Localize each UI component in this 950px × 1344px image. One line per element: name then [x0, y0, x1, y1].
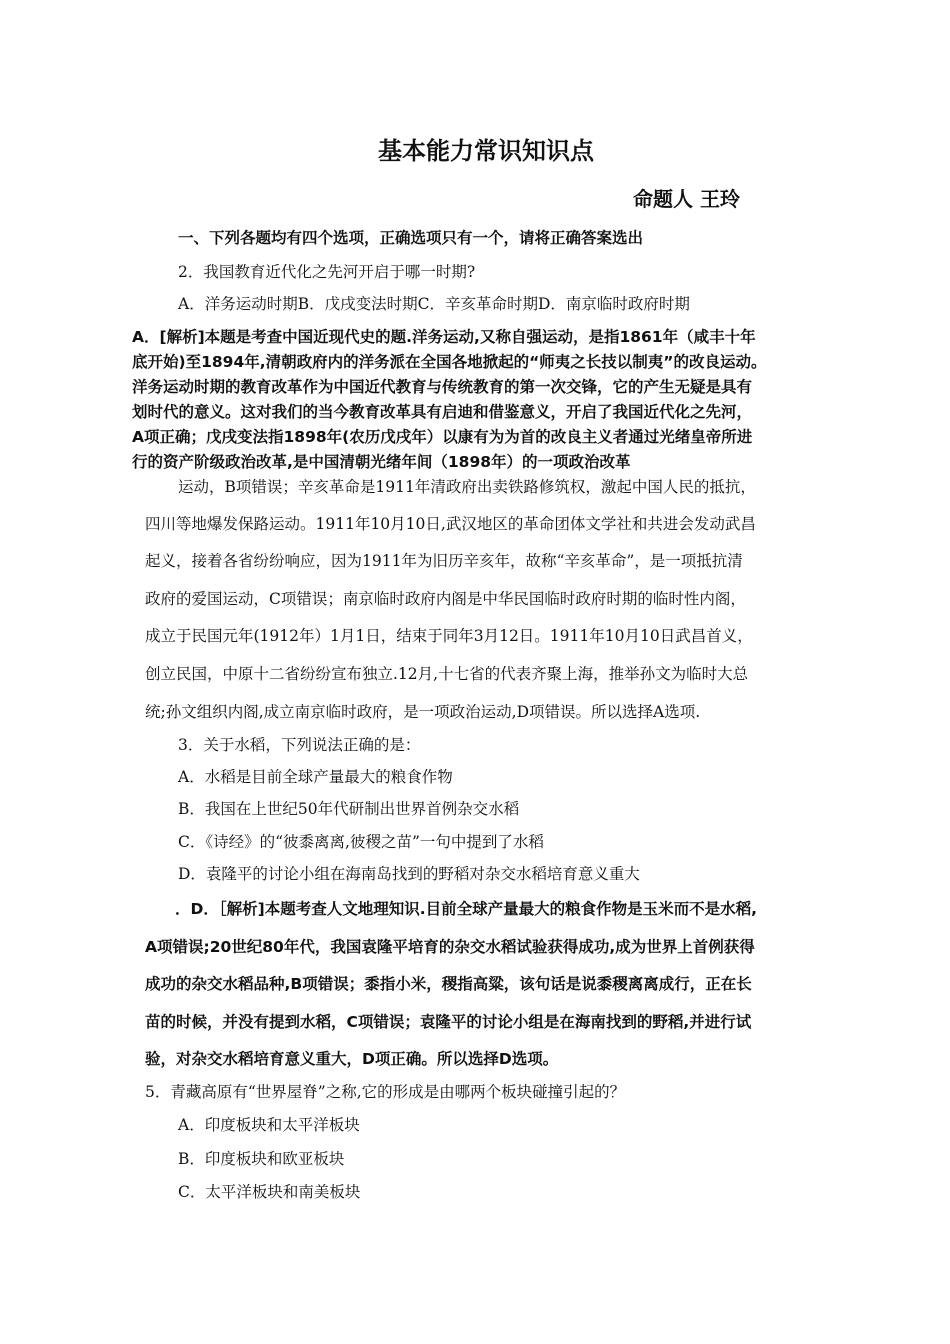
q5-option: C．太平洋板块和南美板块	[178, 1183, 361, 1201]
q2-analysis-line: 行的资产阶级政治改革,是中国清朝光绪年间（1898年）的一项政治改革	[132, 453, 631, 471]
q3-option: B．我国在上世纪50年代研制出世界首例杂交水稻	[178, 800, 520, 818]
q5-option: B．印度板块和欧亚板块	[178, 1150, 345, 1168]
q3-option: A．水稻是目前全球产量最大的粮食作物	[178, 768, 453, 786]
q5-question: 5．青藏高原有“世界屋脊”之称,它的形成是由哪两个板块碰撞引起的？	[145, 1083, 626, 1101]
q3-analysis-line: ．D．［解析]本题考查人文地理知识.目前全球产量最大的粮食作物是玉米而不是水稻,	[175, 900, 757, 918]
q2-analysis-cont: 统;孙文组织内阁,成立南京临时政府，是一项政治运动,D项错误。所以选择A选项.	[145, 703, 701, 721]
q2-analysis-line: A项正确；戊戌变法指1898年(农历戊戌年）以康有为为首的改良主义者通过光绪皇帝所进	[132, 428, 753, 446]
author-line: 命题人 王玲	[633, 187, 740, 211]
q2-analysis-line: 划时代的意义。这对我们的当今教育改革具有启迪和借鉴意义，开启了我国近代化之先河，	[132, 403, 753, 421]
section-heading: 一、下列各题均有四个选项，正确选项只有一个，请将正确答案选出	[178, 229, 644, 247]
q2-analysis-line: 洋务运动时期的教育改革作为中国近代教育与传统教育的第一次交锋，它的产生无疑是具有	[132, 378, 753, 396]
q3-analysis-line: 苗的时候，并没有提到水稻，C项错误；袁隆平的讨论小组是在海南找到的野稻,并进行试	[145, 1013, 752, 1031]
q2-analysis-cont: 起义，接着各省纷纷响应，因为1911年为旧历辛亥年，故称“辛亥革命”，是一项抵抗清	[145, 552, 743, 570]
q2-question: 2．我国教育近代化之先河开启于哪一时期?	[178, 263, 476, 281]
q5-option: A．印度板块和太平洋板块	[178, 1116, 360, 1134]
q3-option: D．袁隆平的讨论小组在海南岛找到的野稻对杂交水稻培育意义重大	[178, 865, 640, 883]
q3-analysis-line: 成功的杂交水稻品种,B项错误；黍指小米，稷指高粱，该句话是说黍稷离离成行，正在长	[145, 975, 752, 993]
q3-analysis-line: 验，对杂交水稻培育意义重大，D项正确。所以选择D选项。	[145, 1050, 559, 1068]
q2-analysis-cont: 四川等地爆发保路运动。1911年10月10日,武汉地区的革命团体文学社和共进会发动武昌	[145, 515, 756, 533]
q3-option: C．《诗经》的“彼黍离离,彼稷之苗”一句中提到了水稻	[178, 833, 544, 851]
q2-analysis-cont: 成立于民国元年(1912年）1月1日，结束于同年3月12日。1911年10月10日武昌首义，	[145, 627, 753, 645]
q3-question: 3．关于水稻，下列说法正确的是：	[178, 736, 421, 754]
q2-analysis-cont: 运动，B项错误；辛亥革命是1911年清政府出卖铁路修筑权，激起中国人民的抵抗，	[178, 478, 756, 496]
q2-analysis-cont: 创立民国，中原十二省纷纷宣布独立.12月,十七省的代表齐聚上海，推举孙文为临时大总	[145, 665, 749, 683]
q3-analysis-line: A项错误;20世纪80年代，我国袁隆平培育的杂交水稻试验获得成功,成为世界上首例获得	[145, 938, 755, 956]
q2-options: A．洋务运动时期B．戊戌变法时期C．辛亥革命时期D．南京临时政府时期	[178, 295, 690, 313]
q2-analysis-cont: 政府的爱国运动，C项错误；南京临时政府内阁是中华民国临时政府时期的临时性内阁，	[145, 590, 746, 608]
page-title: 基本能力常识知识点	[378, 137, 594, 165]
q2-analysis-line: 底开始)至1894年,清朝政府内的洋务派在全国各地掀起的“师夷之长技以制夷”的改良运动。	[132, 353, 767, 371]
q2-analysis-line: A．[解析]本题是考查中国近现代史的题.洋务运动,又称自强运动，是指1861年（咸丰十年	[132, 328, 756, 346]
